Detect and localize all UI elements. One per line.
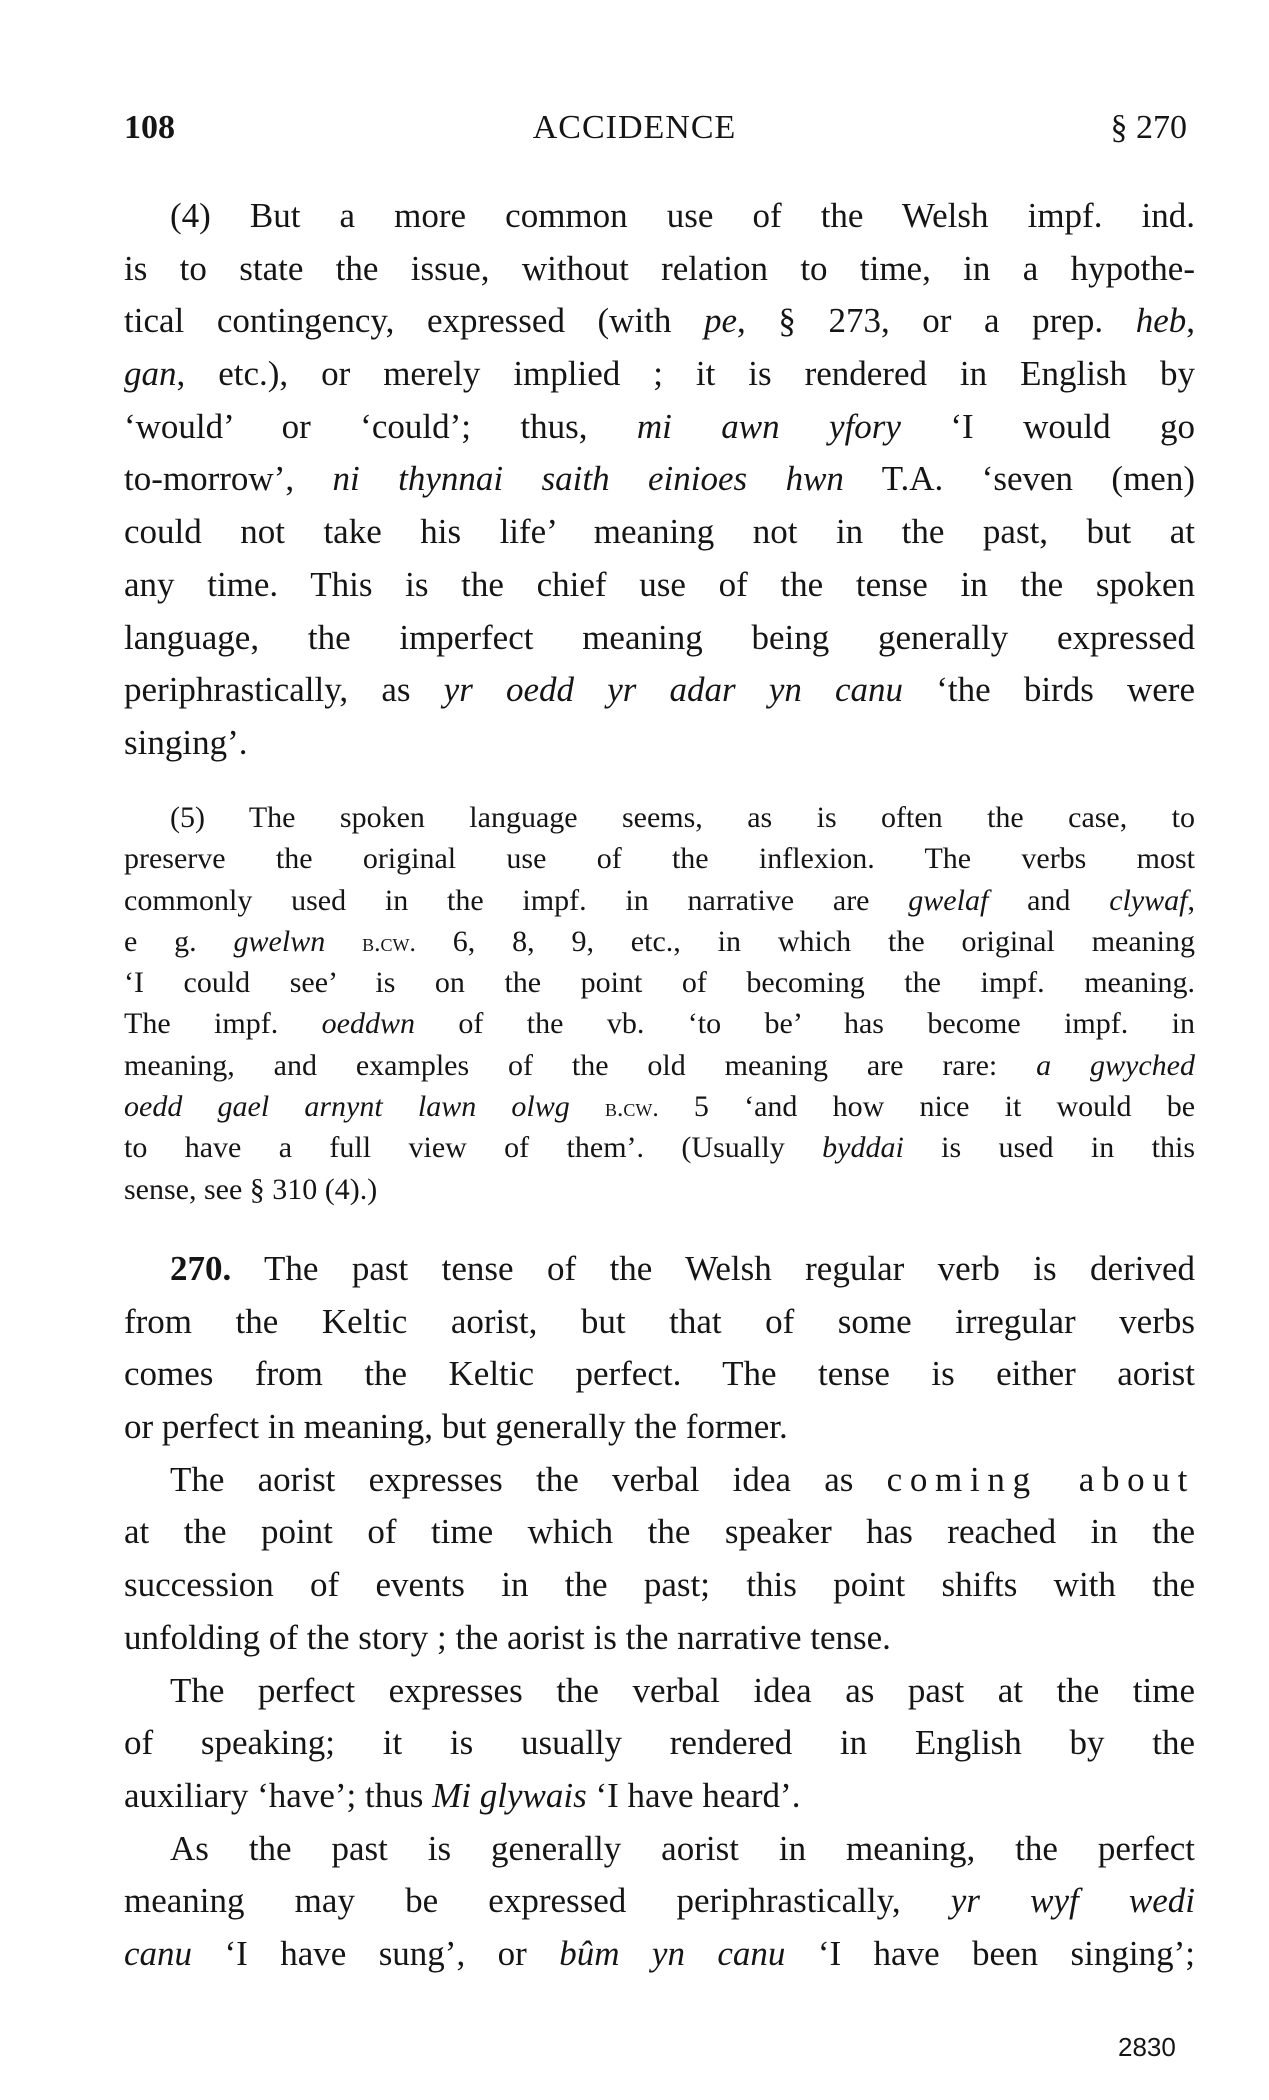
text-span bbox=[325, 925, 362, 958]
text-line bbox=[124, 559, 1195, 612]
text-span: to-morrow’, bbox=[124, 459, 333, 499]
text-line bbox=[124, 1717, 1195, 1770]
text-span: of the vb. ‘to be’ has become impf. in bbox=[414, 1007, 1196, 1041]
text-span: ‘I would go bbox=[900, 406, 1195, 446]
italic-welsh-text: canu bbox=[124, 1933, 193, 1973]
text-line bbox=[124, 243, 1195, 296]
text-span: singing’. bbox=[124, 722, 248, 762]
text-span: 6, 8, 9, etc., in which the original meaning bbox=[415, 924, 1195, 958]
italic-welsh-text: bûm yn canu bbox=[559, 1933, 786, 1973]
text-span: any time. This is the chief use of the tense in the spoken bbox=[124, 564, 1195, 604]
text-line bbox=[124, 838, 1195, 879]
text-span: preserve the original use of the inflexion. The verbs most bbox=[124, 842, 1195, 876]
text-line bbox=[124, 190, 1195, 243]
text-span: meaning may be expressed periphrastically, bbox=[124, 1881, 951, 1921]
text-span: could not take his life’ meaning not in the past, but at bbox=[124, 512, 1195, 552]
text-span: ‘I have sung’, or bbox=[192, 1933, 560, 1973]
text-line bbox=[124, 962, 1195, 1003]
text-line bbox=[124, 921, 1195, 962]
text-span: The impf. bbox=[124, 1007, 322, 1041]
text-span: and bbox=[988, 883, 1110, 917]
text-line bbox=[124, 1127, 1195, 1168]
text-span: The past tense of the Welsh regular verb is derived bbox=[231, 1249, 1195, 1288]
citation-abbrev: b.cw. bbox=[604, 1093, 659, 1123]
text-span: e g. bbox=[124, 924, 234, 958]
paragraph-5-small-print bbox=[124, 797, 1195, 1210]
text-line bbox=[124, 1770, 1195, 1823]
text-line bbox=[124, 348, 1195, 401]
text-span: succession of events in the past; this point shifts with the bbox=[124, 1565, 1195, 1605]
folio-code: 2830 bbox=[1118, 2032, 1176, 2062]
text-span: is used in this bbox=[903, 1131, 1195, 1165]
citation-abbrev: b.cw. bbox=[362, 927, 416, 957]
text-span bbox=[570, 1090, 605, 1123]
italic-welsh-text: yr wyf wedi bbox=[950, 1881, 1195, 1921]
text-span: ‘I could see’ is on the point of becoming the impf. meaning. bbox=[124, 966, 1195, 1000]
text-span: comes from the Keltic perfect. The tense is either aorist bbox=[124, 1354, 1195, 1394]
running-title: ACCIDENCE bbox=[532, 109, 737, 146]
text-line bbox=[124, 1086, 1195, 1127]
text-span: commonly used in the impf. in narrative are bbox=[124, 883, 909, 917]
text-span: is to state the issue, without relation to time, in a hypothe- bbox=[124, 248, 1195, 288]
text-line bbox=[124, 1875, 1195, 1928]
text-span: The perfect expresses the verbal idea as past at the time bbox=[170, 1670, 1195, 1710]
text-span: sense, see § 310 (4).) bbox=[124, 1172, 378, 1206]
text-span: (4) But a more common use of the Welsh impf. ind. bbox=[170, 196, 1195, 235]
text-line bbox=[124, 1454, 1195, 1507]
text-line bbox=[124, 1401, 1195, 1454]
text-span: ‘I have heard’. bbox=[586, 1775, 801, 1815]
text-span: at the point of time which the speaker has reached in the bbox=[124, 1512, 1195, 1552]
text-span: The aorist expresses the verbal idea as bbox=[170, 1459, 887, 1499]
text-line bbox=[124, 717, 1195, 770]
text-span: 5 ‘and how nice it would be bbox=[658, 1090, 1196, 1124]
section-label: 270. bbox=[170, 1249, 232, 1288]
text-line bbox=[124, 1665, 1195, 1718]
text-span: , etc.), or merely implied ; it is rendered in English by bbox=[176, 354, 1195, 394]
text-line bbox=[124, 664, 1195, 717]
text-line bbox=[124, 797, 1195, 838]
text-line bbox=[124, 1003, 1195, 1044]
text-line bbox=[124, 1243, 1195, 1296]
italic-welsh-text: clywaf bbox=[1109, 883, 1188, 917]
text-line bbox=[124, 1169, 1195, 1210]
text-span: coming about bbox=[886, 1459, 1195, 1499]
text-span: tical contingency, expressed (with bbox=[124, 301, 704, 341]
italic-welsh-text: pe bbox=[704, 301, 738, 341]
italic-welsh-text: heb bbox=[1135, 301, 1187, 341]
text-span: unfolding of the story ; the aorist is the narrative tense. bbox=[124, 1617, 891, 1657]
italic-welsh-text: gwelwn bbox=[233, 924, 326, 958]
text-line bbox=[124, 612, 1195, 665]
text-line bbox=[124, 1928, 1195, 1981]
italic-welsh-text: oedd gael arnynt lawn olwg bbox=[124, 1090, 570, 1124]
italic-welsh-text: Mi glywais bbox=[432, 1775, 587, 1815]
text-line bbox=[124, 880, 1195, 921]
text-line bbox=[124, 1348, 1195, 1401]
text-line bbox=[124, 401, 1195, 454]
text-line bbox=[124, 1612, 1195, 1665]
text-line bbox=[124, 295, 1195, 348]
text-span: to have a full view of them’. (Usually bbox=[124, 1131, 823, 1165]
section-270 bbox=[124, 1243, 1195, 1981]
text-span: ‘would’ or ‘could’; thus, bbox=[124, 406, 637, 446]
text-line bbox=[124, 1823, 1195, 1876]
italic-welsh-text: a gwyched bbox=[1036, 1048, 1195, 1082]
section-number: § 270 bbox=[1110, 109, 1187, 146]
italic-welsh-text: byddai bbox=[822, 1131, 904, 1165]
text-span: ‘I have been singing’; bbox=[785, 1933, 1195, 1973]
text-span: As the past is generally aorist in meaning, the perfect bbox=[170, 1828, 1195, 1868]
text-line bbox=[124, 1045, 1195, 1086]
text-span: periphrastically, as bbox=[124, 670, 444, 710]
italic-welsh-text: ni thynnai saith einioes hwn bbox=[332, 459, 844, 499]
paragraph-4 bbox=[124, 190, 1195, 770]
text-line bbox=[124, 506, 1195, 559]
text-line bbox=[124, 1296, 1195, 1349]
text-span: from the Keltic aorist, but that of some irregular verbs bbox=[124, 1301, 1195, 1341]
italic-welsh-text: mi awn yfory bbox=[636, 406, 901, 446]
text-span: auxiliary ‘have’; thus bbox=[124, 1775, 433, 1815]
italic-welsh-text: yr oedd yr adar yn canu bbox=[443, 670, 904, 710]
text-span: , bbox=[1187, 883, 1195, 917]
text-span: T.A. ‘seven (men) bbox=[843, 459, 1195, 499]
italic-welsh-text: gan bbox=[124, 354, 177, 394]
text-span: language, the imperfect meaning being generally expressed bbox=[124, 617, 1195, 657]
text-span: , bbox=[1186, 301, 1195, 341]
text-span: or perfect in meaning, but generally the former. bbox=[124, 1407, 788, 1447]
text-line bbox=[124, 453, 1195, 506]
text-line bbox=[124, 1506, 1195, 1559]
page-number: 108 bbox=[124, 109, 175, 146]
text-span: of speaking; it is usually rendered in English by the bbox=[124, 1723, 1195, 1763]
text-span: , § 273, or a prep. bbox=[737, 301, 1136, 341]
text-line bbox=[124, 1559, 1195, 1612]
text-span: ‘the birds were bbox=[903, 670, 1195, 710]
text-span: (5) The spoken language seems, as is often the case, to bbox=[170, 801, 1195, 834]
italic-welsh-text: oeddwn bbox=[321, 1007, 415, 1041]
italic-welsh-text: gwelaf bbox=[908, 883, 989, 917]
text-span: meaning, and examples of the old meaning are rare: bbox=[124, 1048, 1037, 1082]
